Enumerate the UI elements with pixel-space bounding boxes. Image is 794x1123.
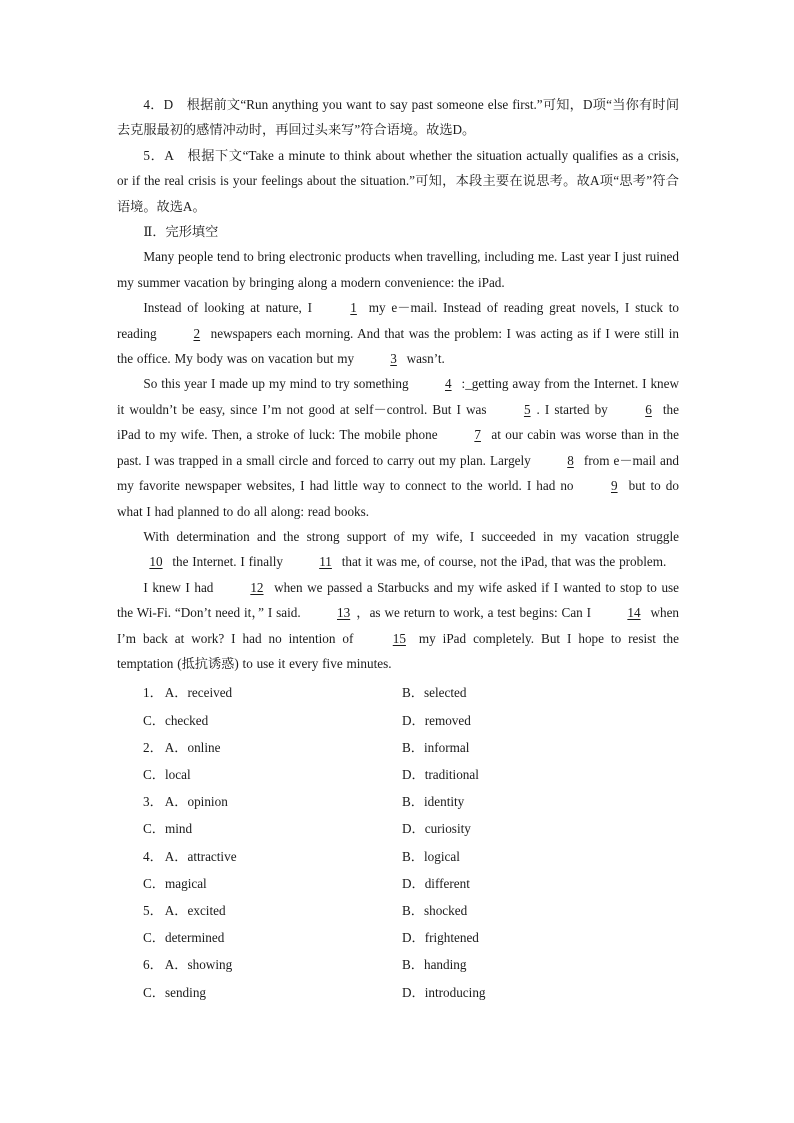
option-row <box>117 869 679 896</box>
passage-paragraph-1: Many people tend to bring electronic products when travelling, including me. Last year I just ruined my summer vacation by bringing along a modern convenience: the iPad. <box>117 249 679 290</box>
option-d: D．curiosity <box>402 821 471 837</box>
option-row <box>117 706 679 733</box>
answer-4 <box>117 92 679 143</box>
option-b: B．shocked <box>402 902 468 918</box>
option-row <box>117 950 679 977</box>
blank-3: 3 <box>390 351 397 367</box>
option-d: D．frightened <box>402 930 479 946</box>
blank-15: 15 <box>392 630 406 646</box>
answer-keyword: 根据前文 <box>186 97 241 112</box>
blank-7: 7 <box>474 427 481 443</box>
option-b: B．selected <box>402 685 467 701</box>
blank-8: 8 <box>567 452 574 468</box>
option-c: C．local <box>143 767 191 782</box>
passage-paragraph-3: So this year I made up my mind to try something 4 :_getting away from the Internet. I knew it wouldn’t be easy, since I’m not good at self－control. But I was 5 . I started by 6 the iPad to my wife. Then, a stroke of luck: The mobile phone 7 at our cabin was worse than in the past. I was trapped in a small circle and forced to carry out my plan. Largely 8 from e－mail and my favorite newspaper websites, I had little way to connect to the world. I had no 9 but to do what I had planned to do all along: read books. <box>117 371 679 523</box>
answer-number: 5．A <box>143 147 174 163</box>
blank-5: 5 <box>523 401 531 417</box>
option-row <box>117 787 679 814</box>
option-c: C．sending <box>143 984 207 1000</box>
blank-11: 11 <box>319 554 332 570</box>
option-row <box>117 896 679 923</box>
option-d: D．different <box>402 875 470 891</box>
blank-1: 1 <box>350 300 357 316</box>
option-c: C．mind <box>143 821 193 837</box>
option-row <box>117 841 679 868</box>
blank-10: 10 <box>149 554 163 570</box>
blank-6: 6 <box>645 401 652 417</box>
option-c: C．magical <box>143 875 207 891</box>
section-title: Ⅱ．完形填空 <box>143 224 219 240</box>
option-c: C．determined <box>143 930 225 946</box>
option-row <box>117 977 679 1004</box>
option-row <box>117 760 679 787</box>
option-row <box>117 678 679 705</box>
passage-paragraph-4: With determination and the strong support of my wife, I succeeded in my vacation struggle 10 the Internet. I finally 11 that it was me, of course, not the iPad, that was the problem. <box>117 524 679 575</box>
answer-explanation: “Run anything you want to say past someone else first.”可知，D项“当你有时间去克服最初的感情冲动时，再回过头来写”符合语境。故选D。 <box>117 97 680 138</box>
option-b: B．logical <box>402 848 460 864</box>
answer-keyword: 根据下文 <box>187 147 243 163</box>
option-row <box>117 733 679 760</box>
blank-13: 13 <box>337 605 351 621</box>
option-c: C．checked <box>143 712 209 728</box>
option-a: 1． A．received <box>143 685 233 701</box>
option-a: 4． A．attractive <box>143 848 237 864</box>
option-a: 3． A．opinion <box>143 794 228 810</box>
option-b: B．informal <box>402 739 470 755</box>
option-row <box>117 814 679 841</box>
option-row <box>117 923 679 950</box>
document-page <box>117 92 679 1005</box>
blank-12: 12 <box>250 579 264 595</box>
blank-4: 4 <box>444 376 452 392</box>
answer-number: 4．D <box>143 97 174 112</box>
passage-paragraph-2: Instead of looking at nature, I 1 my e－mail. Instead of reading great novels, I stuck to reading 2 newspapers each morning. And that was the problem: I was acting as if I were still in the office. My body was on vacation but my 3 wasn’t. <box>117 295 679 371</box>
answer-5 <box>117 143 679 219</box>
option-d: D．removed <box>402 712 471 728</box>
passage-paragraph-5: I knew I had 12 when we passed a Starbucks and my wife asked if I wanted to stop to use the Wi-Fi. “Don’t need it，” I said. 13 ，as we return to work, a test begins: Can I 14 when I’m back at work? I had no intention of 15 my iPad completely. But I hope to resist the temptation (抵抗诱惑) to use it every five minutes. <box>117 575 679 677</box>
option-b: B．handing <box>402 957 467 973</box>
blank-2: 2 <box>193 325 201 341</box>
blank-9: 9 <box>610 478 618 494</box>
option-d: D．traditional <box>402 767 479 782</box>
options-list <box>117 678 679 1004</box>
option-a: 2． A．online <box>143 739 221 755</box>
option-d: D．introducing <box>402 984 486 1000</box>
answer-explanation: “Take a minute to think about whether the situation actually qualifies as a crisis, or if the real crisis is your feelings about the situation.”可知，本段主要在说思考。故A项“思考”符合语境。故选A。 <box>117 147 680 214</box>
option-a: 5． A．excited <box>143 902 226 918</box>
blank-14: 14 <box>627 605 641 621</box>
option-b: B．identity <box>402 794 465 810</box>
option-a: 6． A．showing <box>143 957 233 973</box>
